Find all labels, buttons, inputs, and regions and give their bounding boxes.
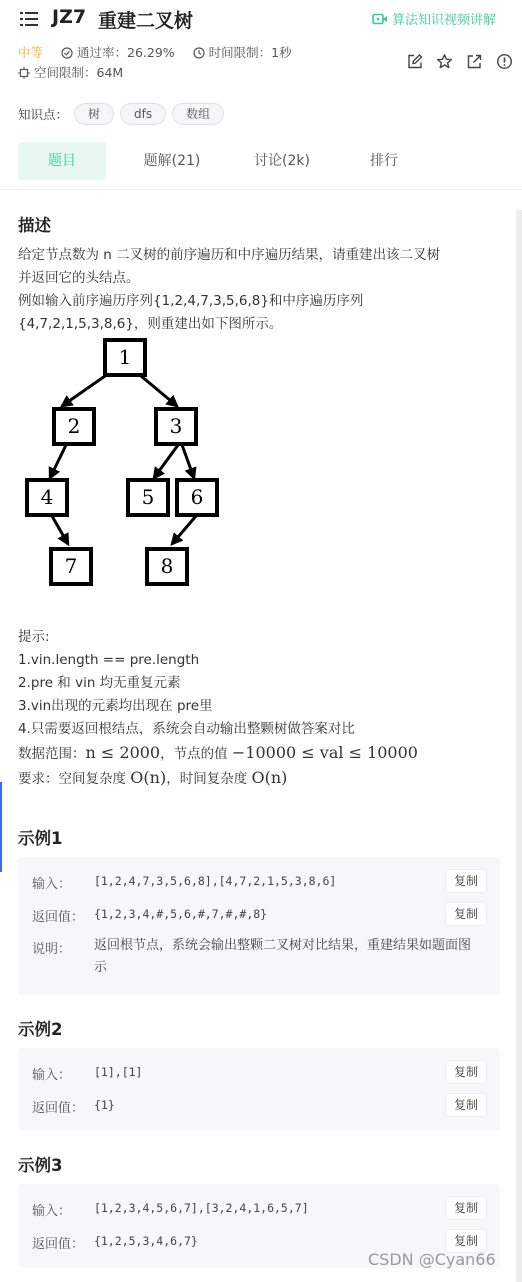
tree-edge bbox=[52, 516, 68, 544]
problem-meta bbox=[18, 43, 398, 83]
complexity-requirement bbox=[18, 766, 508, 791]
problem-title: 重建二叉树 bbox=[98, 10, 194, 32]
space-limit-text: 空间限制：64M bbox=[34, 65, 124, 80]
knowledge-label: 知识点： bbox=[18, 107, 69, 122]
video-lecture-label: 算法知识视频讲解 bbox=[392, 13, 497, 28]
time-complexity: O(n) bbox=[251, 768, 288, 787]
data-range-label: 数据范围： bbox=[18, 746, 86, 762]
clock-icon bbox=[193, 47, 205, 59]
time-limit bbox=[193, 45, 292, 60]
side-indicator bbox=[0, 782, 2, 872]
note-label: 说明： bbox=[32, 942, 72, 957]
input-label: 输入： bbox=[32, 877, 72, 892]
example-input: [1,2,4,7,3,5,6,8],[4,7,2,1,5,3,8,6] bbox=[94, 874, 337, 888]
tree-edge bbox=[172, 516, 196, 544]
pass-rate-text: 通过率：26.29% bbox=[77, 45, 175, 60]
hint-item: 4.只需要返回根结点，系统会自动输出整颗树做答案对比 bbox=[18, 721, 355, 737]
star-icon[interactable] bbox=[436, 53, 453, 70]
example-note: 返回根节点，系统会输出整颗二叉树对比结果，重建结果如题面图示 bbox=[94, 938, 472, 975]
requirement-mid: ，时间复杂度 bbox=[166, 771, 252, 787]
tag-tree[interactable]: 树 bbox=[74, 103, 114, 125]
example-output: {1,2,3,4,#,5,6,#,7,#,#,8} bbox=[94, 907, 268, 921]
scrollbar[interactable] bbox=[516, 210, 522, 1282]
copy-input-button[interactable]: 复制 bbox=[446, 1061, 486, 1083]
copy-output-button[interactable]: 复制 bbox=[446, 1094, 486, 1116]
problem-header bbox=[0, 0, 522, 40]
list-icon[interactable] bbox=[20, 11, 38, 27]
space-complexity: O(n) bbox=[130, 768, 167, 787]
output-label: 返回值： bbox=[32, 1237, 85, 1252]
tree-node-label: 1 bbox=[118, 345, 132, 369]
tree-node-label: 7 bbox=[64, 554, 78, 578]
example-output: {1} bbox=[94, 1098, 115, 1112]
requirement-label: 要求：空间复杂度 bbox=[18, 771, 131, 787]
tabs-divider bbox=[0, 189, 522, 190]
tree-edge bbox=[182, 445, 194, 478]
chip-icon bbox=[18, 67, 30, 79]
description-line: 并返回它的头结点。 bbox=[18, 270, 140, 286]
problem-code: JZ7 bbox=[52, 6, 87, 28]
problem-tabs bbox=[18, 142, 504, 180]
description-line: 给定节点数为 n 二叉树的前序遍历和中序遍历结果，请重建出该二叉树 bbox=[18, 247, 441, 263]
hint-item: 3.vin出现的元素均出现在 pre里 bbox=[18, 698, 213, 714]
data-range-mid: ，节点的值 bbox=[160, 746, 232, 762]
range-math-n: n ≤ 2000 bbox=[85, 743, 161, 762]
input-label: 输入： bbox=[32, 1204, 72, 1219]
description-title: 描述 bbox=[18, 216, 51, 235]
input-label: 输入： bbox=[32, 1068, 72, 1083]
problem-actions bbox=[406, 53, 513, 70]
tree-node-label: 5 bbox=[141, 485, 155, 509]
example-1-title: 示例1 bbox=[18, 829, 63, 848]
knowledge-points bbox=[18, 103, 224, 125]
check-circle-icon bbox=[61, 47, 73, 59]
tree-edge bbox=[50, 445, 66, 478]
watermark: CSDN @Cyan66 bbox=[368, 1250, 496, 1269]
report-icon[interactable] bbox=[496, 53, 513, 70]
tree-node-label: 2 bbox=[67, 414, 81, 438]
example-output: {1,2,5,3,4,6,7} bbox=[94, 1234, 198, 1248]
binary-tree-figure bbox=[20, 334, 224, 594]
example-1-box bbox=[18, 857, 500, 995]
tree-node-label: 6 bbox=[190, 485, 204, 509]
share-icon[interactable] bbox=[466, 53, 483, 70]
tab-solutions[interactable]: 题解(21) bbox=[143, 153, 201, 169]
example-2-box bbox=[18, 1048, 500, 1130]
tree-edge bbox=[141, 376, 177, 406]
difficulty-badge: 中等 bbox=[18, 45, 44, 60]
tag-dfs[interactable]: dfs bbox=[120, 103, 166, 125]
example-3-title: 示例3 bbox=[18, 1156, 63, 1175]
video-lecture-link[interactable] bbox=[372, 9, 496, 28]
tab-ranking[interactable]: 排行 bbox=[370, 153, 398, 169]
tree-node-label: 8 bbox=[160, 554, 174, 578]
output-label: 返回值： bbox=[32, 1101, 85, 1116]
copy-output-button[interactable]: 复制 bbox=[446, 1230, 486, 1252]
example-2-title: 示例2 bbox=[18, 1020, 63, 1039]
time-limit-text: 时间限制：1秒 bbox=[208, 45, 292, 60]
hints-block bbox=[18, 626, 508, 791]
edit-icon[interactable] bbox=[406, 53, 423, 70]
tab-problem[interactable]: 题目 bbox=[18, 142, 106, 180]
copy-input-button[interactable]: 复制 bbox=[446, 1197, 486, 1219]
example-input: [1],[1] bbox=[94, 1065, 143, 1079]
hints-title: 提示: bbox=[18, 629, 50, 645]
data-range bbox=[18, 741, 508, 766]
tree-edge bbox=[62, 376, 105, 406]
tree-node-label: 3 bbox=[169, 414, 183, 438]
tag-array[interactable]: 数组 bbox=[172, 103, 224, 125]
range-math-val: −10000 ≤ val ≤ 10000 bbox=[231, 743, 418, 762]
space-limit bbox=[18, 65, 123, 80]
tab-discussion[interactable]: 讨论(2k) bbox=[254, 153, 310, 169]
copy-input-button[interactable]: 复制 bbox=[446, 870, 486, 892]
tree-node-label: 4 bbox=[40, 485, 54, 509]
description-text bbox=[18, 244, 508, 336]
copy-output-button[interactable]: 复制 bbox=[446, 903, 486, 925]
pass-rate bbox=[61, 45, 175, 60]
description-line: {4,7,2,1,5,3,8,6}，则重建出如下图所示。 bbox=[18, 316, 283, 332]
hint-item: 1.vin.length == pre.length bbox=[18, 652, 200, 668]
video-camera-icon bbox=[372, 13, 388, 25]
description-line: 例如输入前序遍历序列{1,2,4,7,3,5,6,8}和中序遍历序列 bbox=[18, 293, 364, 309]
output-label: 返回值： bbox=[32, 910, 85, 925]
example-input: [1,2,3,4,5,6,7],[3,2,4,1,6,5,7] bbox=[94, 1201, 309, 1215]
hint-item: 2.pre 和 vin 均无重复元素 bbox=[18, 675, 181, 691]
tree-edge bbox=[154, 445, 178, 478]
